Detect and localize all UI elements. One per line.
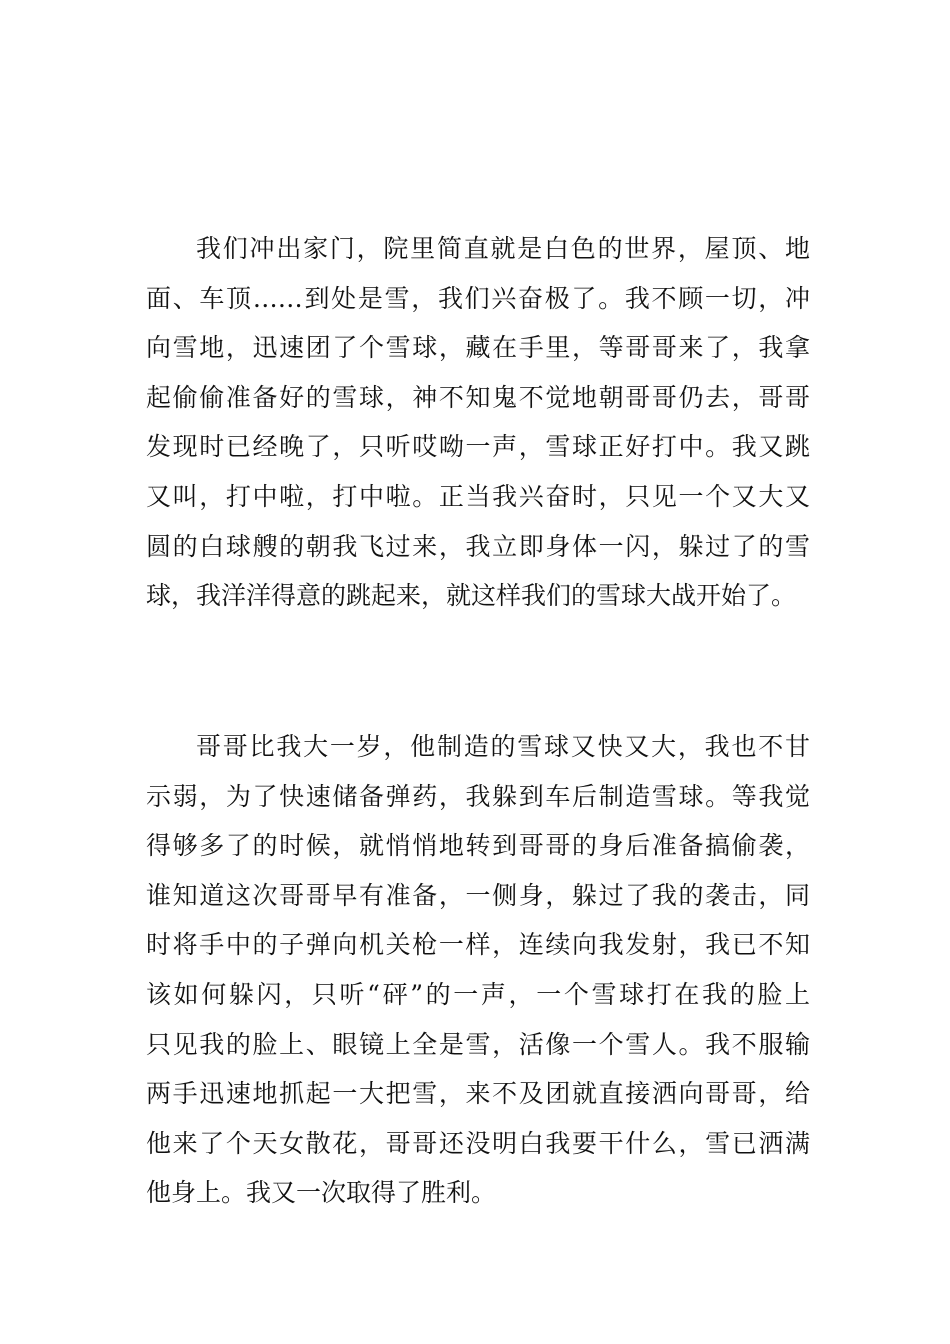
paragraph-line: 哥哥比我大一岁，他制造的雪球又快又大，我也不甘	[196, 732, 810, 761]
paragraph-1	[146, 224, 810, 621]
paragraph-line: 他身上。我又一次取得了胜利。	[146, 1178, 497, 1208]
paragraph-line: 圆的白球艘的朝我飞过来，我立即身体一闪，躲过了的雪	[146, 531, 810, 561]
paragraph-line: 示弱，为了快速储备弹药，我躲到车后制造雪球。等我觉	[146, 781, 810, 811]
paragraph-line: 谁知道这次哥哥早有准备，一侧身，躲过了我的袭击，同	[146, 880, 810, 910]
paragraph-line: 又叫，打中啦，打中啦。正当我兴奋时，只见一个又大又	[146, 481, 810, 511]
paragraph-line: 起偷偷准备好的雪球，神不知鬼不觉地朝哥哥仍去，哥哥	[146, 382, 810, 412]
paragraph-line: 面、车顶……到处是雪，我们兴奋极了。我不顾一切，冲	[146, 283, 810, 313]
paragraph-line: 该如何躲闪，只听“砰”的一声，一个雪球打在我的脸上	[146, 979, 810, 1009]
paragraph-line: 得够多了的时候，就悄悄地转到哥哥的身后准备搞偷袭，	[146, 831, 810, 861]
paragraph-line: 时将手中的子弹向机关枪一样，连续向我发射，我已不知	[146, 930, 810, 960]
paragraph-line: 球，我洋洋得意的跳起来，就这样我们的雪球大战开始了。	[146, 581, 797, 611]
paragraph-line: 只见我的脸上、眼镜上全是雪，活像一个雪人。我不服输	[146, 1029, 810, 1059]
paragraph-line: 两手迅速地抓起一大把雪，来不及团就直接洒向哥哥，给	[146, 1079, 810, 1109]
paragraph-line: 向雪地，迅速团了个雪球，藏在手里，等哥哥来了，我拿	[146, 333, 810, 363]
paragraph-line: 他来了个天女散花，哥哥还没明白我要干什么，雪已洒满	[146, 1128, 810, 1158]
paragraph-2	[146, 722, 810, 1218]
paragraph-line: 发现时已经晚了，只听哎呦一声，雪球正好打中。我又跳	[146, 432, 810, 462]
paragraph-line: 我们冲出家门，院里简直就是白色的世界，屋顶、地	[196, 234, 810, 263]
